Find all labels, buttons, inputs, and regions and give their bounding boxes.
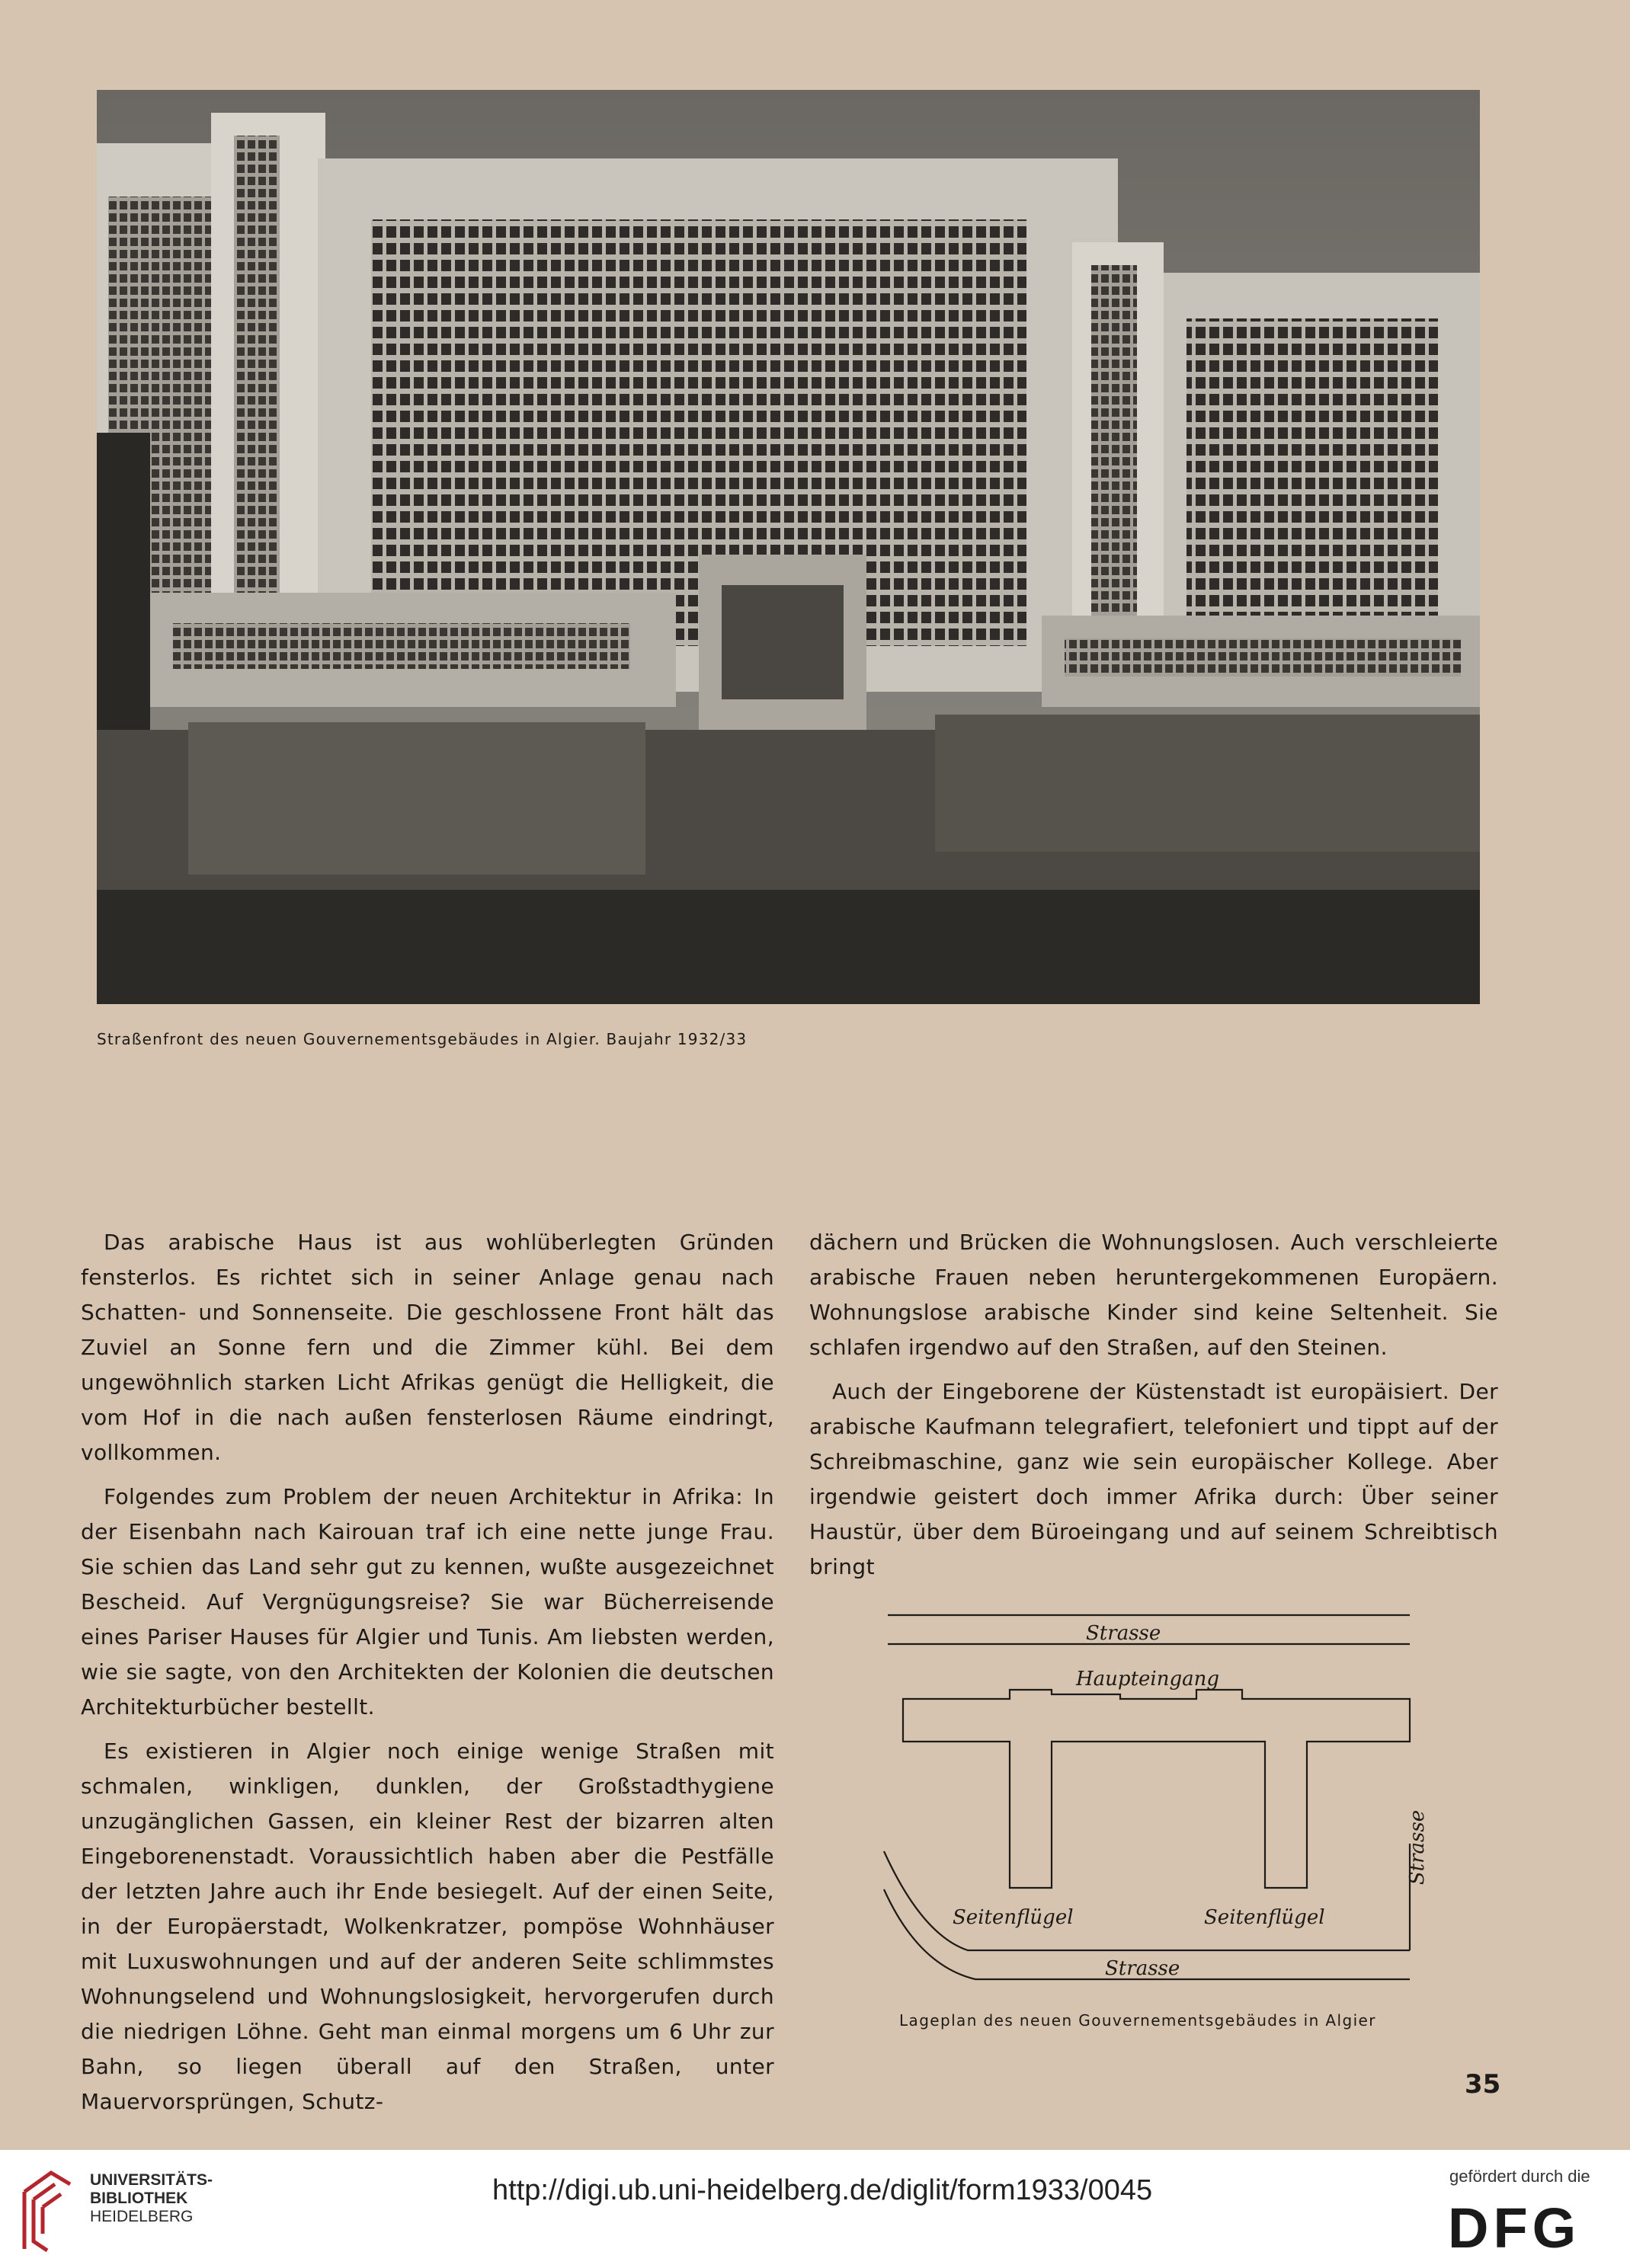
site-plan-caption: Lageplan des neuen Gouvernementsgebäudes in Algier [899, 2011, 1376, 2030]
text-column-left [81, 1225, 774, 2129]
paragraph: Folgendes zum Problem der neuen Architektur in Afrika: In der Eisenbahn nach Kairouan traf ich eine nette junge Frau. Sie schien das Land sehr gut zu kennen, wußte ausgezeichnet Bescheid. Auf Vergnügungsreise? Sie war Bücherreisende eines Pariser Hauses für Algier und Tunis. Am liebsten werden, wie sie sagte, von den Architekten der Kolonien die deutschen Architekturbücher bestellt. [81, 1484, 774, 1719]
funded-by-label: gefördert durch die [1449, 2167, 1590, 2186]
building-photo [97, 90, 1480, 1004]
paragraph: Es existieren in Algier noch einige wenige Straßen mit schmalen, winkligen, dunklen, der Großstadthygiene unzugänglichen Gassen, ein kleiner Rest der bizarren alten Eingeborenenstadt. Voraussichtlich haben aber die Pestfälle der letzten Jahre auch ihr Ende besiegelt. Auf der einen Seite, in der Europäerstadt, Wolkenkratzer, pompöse Wohnhäuser mit Luxuswohnungen und auf der anderen Seite schlimmstes Wohnungselend und Wohnungslosigkeit, hervorgerufen durch die niedrigen Löhne. Geht man einmal morgens um 6 Uhr zur Bahn, so liegen überall auf den Straßen, unter Mauervorsprüngen, Schutz- [81, 1739, 774, 2114]
building-photo-icon [97, 90, 1480, 1004]
plan-label-wing-left: Seitenflügel [953, 1906, 1074, 1929]
dfg-logo[interactable]: DFG [1448, 2196, 1581, 2260]
footer-bar [0, 2150, 1630, 2268]
paragraph: Auch der Eingeborene der Küstenstadt ist europäisiert. Der arabische Kaufmann telegrafiert, telefoniert und tippt auf der Schreibmaschine, ganz wie sein europäischer Kollege. Aber irgendwie geistert doch immer Afrika durch: Über seiner Haustür, über dem Büroeingang und auf seinem Schreibtisch bringt [809, 1379, 1498, 1579]
plan-label-street-bottom: Strasse [1105, 1957, 1180, 1980]
page-number: 35 [1465, 2069, 1501, 2100]
library-name[interactable]: UNIVERSITÄTS- BIBLIOTHEK HEIDELBERG [90, 2171, 213, 2225]
site-plan [876, 1600, 1429, 1981]
library-logo-icon [17, 2165, 78, 2257]
paragraph: Das arabische Haus ist aus wohlüberlegten Gründen fensterlos. Es richtet sich in seiner Anlage genau nach Schatten- und Sonnenseite. Die geschlossene Front hält das Zuviel an Sonne fern und die Zimmer kühl. Bei dem ungewöhnlich starken Licht Afrikas genügt die Helligkeit, die vom Hof in die nach außen fensterlosen Räume eindringt, vollkommen. [81, 1230, 774, 1465]
plan-label-street-top: Strasse [1086, 1622, 1161, 1645]
site-plan-drawing [876, 1600, 1429, 1981]
source-url-link[interactable]: http://digi.ub.uni-heidelberg.de/diglit/form1933/0045 [492, 2174, 1153, 2206]
plan-label-wing-right: Seitenflügel [1204, 1906, 1325, 1929]
plan-label-street-side: Strasse [1406, 1809, 1429, 1886]
paragraph: dächern und Brücken die Wohnungslosen. Auch verschleierte arabische Frauen neben heruntergekommenen Europäern. Wohnungslose arabische Kinder sind keine Seltenheit. Sie schlafen irgendwo auf den Straßen, auf den Steinen. [809, 1230, 1498, 1360]
photo-caption: Straßenfront des neuen Gouvernementsgebäudes in Algier. Baujahr 1932/33 [97, 1030, 748, 1048]
plan-label-main-entrance: Haupteingang [1076, 1668, 1219, 1691]
text-column-right [809, 1225, 1498, 1594]
